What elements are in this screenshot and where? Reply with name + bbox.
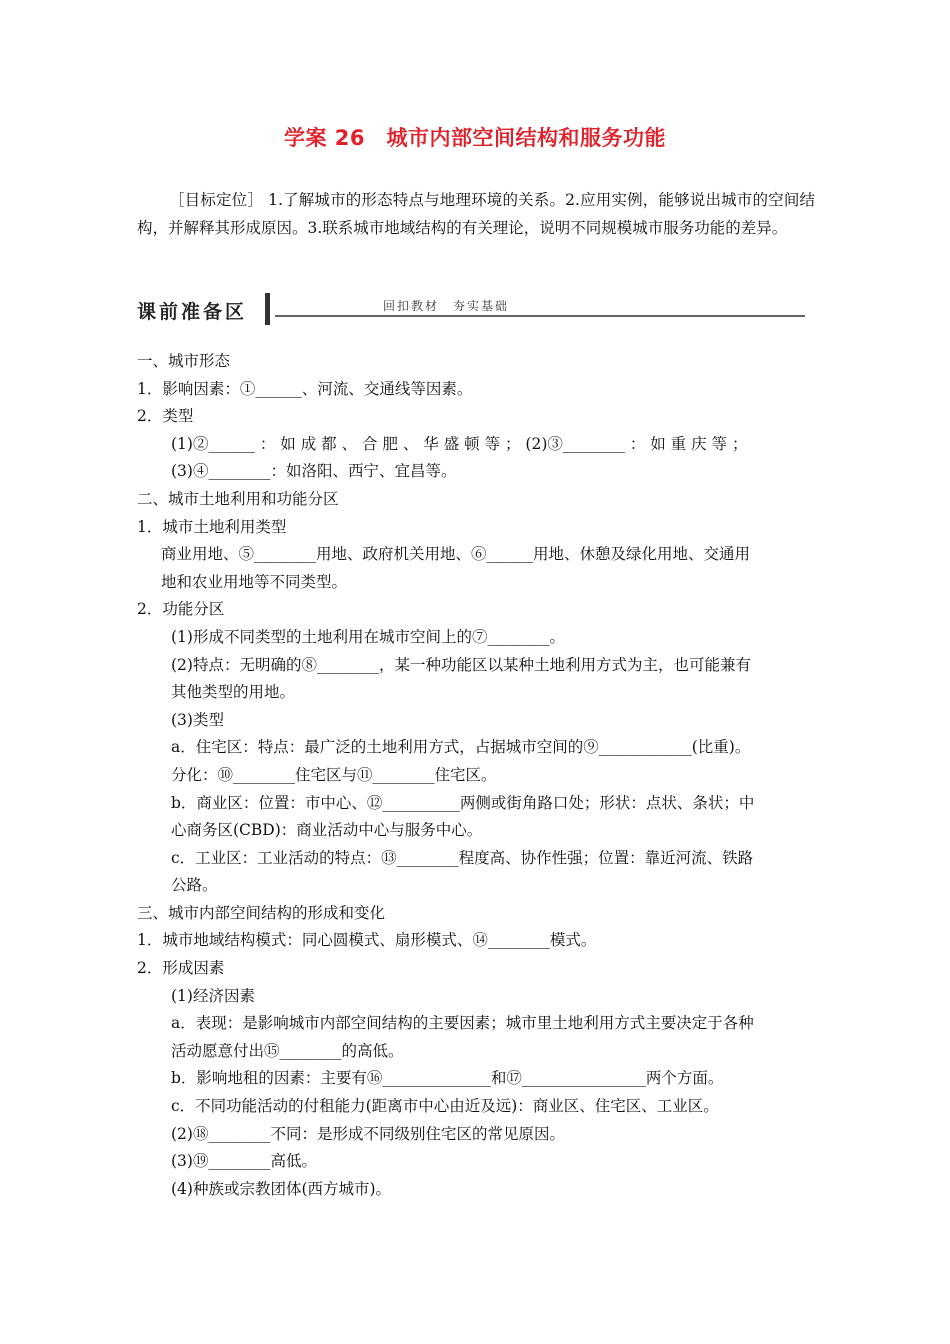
item-2-1: 1．城市土地利用类型 <box>137 517 287 536</box>
factor-economic: (1)经济因素 <box>171 986 255 1005</box>
commercial-line-2: 心商务区(CBD)：商业活动中心与服务中心。 <box>171 821 483 840</box>
worksheet-content <box>137 348 815 1203</box>
economic-a-line-1: a．表现：是影响城市内部空间结构的主要因素；城市里土地利用方式主要决定于各种 <box>171 1014 754 1033</box>
factor-3: (3)⑲________高低。 <box>171 1152 317 1171</box>
item-3-2: 2．形成因素 <box>137 959 225 978</box>
zoning-point-2b: 其他类型的用地。 <box>171 683 296 702</box>
zoning-point-3: (3)类型 <box>171 710 224 729</box>
page-title: 学案 26 城市内部空间结构和服务功能 <box>283 126 667 150</box>
learning-objectives: ［目标定位］ 1.了解城市的形态特点与地理环境的关系。2.应用实例，能够说出城市的空间结构，并解释其形成原因。3.联系城市地域结构的有关理论，说明不同规模城市服务功能的差异。 <box>137 191 815 237</box>
banner-rule <box>275 315 805 317</box>
zoning-point-2a: (2)特点：无明确的⑧________，某一种功能区以某种土地利用方式为主，也可能兼有 <box>171 655 751 674</box>
heading-2: 二、城市土地利用和功能分区 <box>137 489 339 508</box>
item-2-2: 2．功能分区 <box>137 600 225 619</box>
factor-2: (2)⑱________不同：是形成不同级别住宅区的常见原因。 <box>171 1124 565 1143</box>
section-banner <box>137 293 807 329</box>
item-1-2: 2．类型 <box>137 407 194 426</box>
industrial-line-2: 公路。 <box>171 876 218 895</box>
heading-3: 三、城市内部空间结构的形成和变化 <box>137 903 386 922</box>
zoning-point-1: (1)形成不同类型的土地利用在城市空间上的⑦________。 <box>171 627 565 646</box>
economic-a-line-2: 活动愿意付出⑮________的高低。 <box>171 1041 404 1060</box>
types-line-2: (3)④________：如洛阳、西宁、宜昌等。 <box>171 462 457 481</box>
banner-title: 课前准备区 <box>137 301 248 323</box>
residential-line-2: 分化：⑩________住宅区与⑪________住宅区。 <box>171 765 497 784</box>
item-1-1: 1．影响因素：①______、河流、交通线等因素。 <box>137 379 473 398</box>
commercial-line-1: b．商业区：位置：市中心、⑫__________两侧或街角路口处；形状：点状、条状；中 <box>171 793 755 812</box>
heading-1: 一、城市形态 <box>137 352 231 370</box>
residential-line-1: a．住宅区：特点：最广泛的土地利用方式，占据城市空间的⑨____________(比重)。 <box>171 738 751 757</box>
economic-b: b．影响地租的因素：主要有⑯______________和⑰________________两个方面。 <box>171 1069 724 1088</box>
item-3-1: 1．城市地域结构模式：同心圆模式、扇形模式、⑭________模式。 <box>137 931 597 950</box>
economic-c: c．不同功能活动的付租能力(距离市中心由近及远)：商业区、住宅区、工业区。 <box>171 1097 719 1116</box>
banner-divider <box>265 293 270 325</box>
land-use-line-1: 商业用地、⑤________用地、政府机关用地、⑥______用地、休憩及绿化用地、交通用 <box>161 545 751 564</box>
factor-4: (4)种族或宗教团体(西方城市)。 <box>171 1179 392 1198</box>
types-line-1: (1)②______ ： 如 成 都 、 合 肥 、 华 盛 顿 等 ； (2)③________ ： 如 重 庆 等 ； <box>171 434 748 453</box>
banner-subtitle: 回扣教材 夯实基础 <box>383 299 510 313</box>
industrial-line-1: c．工业区：工业活动的特点：⑬________程度高、协作性强；位置：靠近河流、铁路 <box>171 848 754 867</box>
land-use-line-2: 地和农业用地等不同类型。 <box>161 572 348 591</box>
